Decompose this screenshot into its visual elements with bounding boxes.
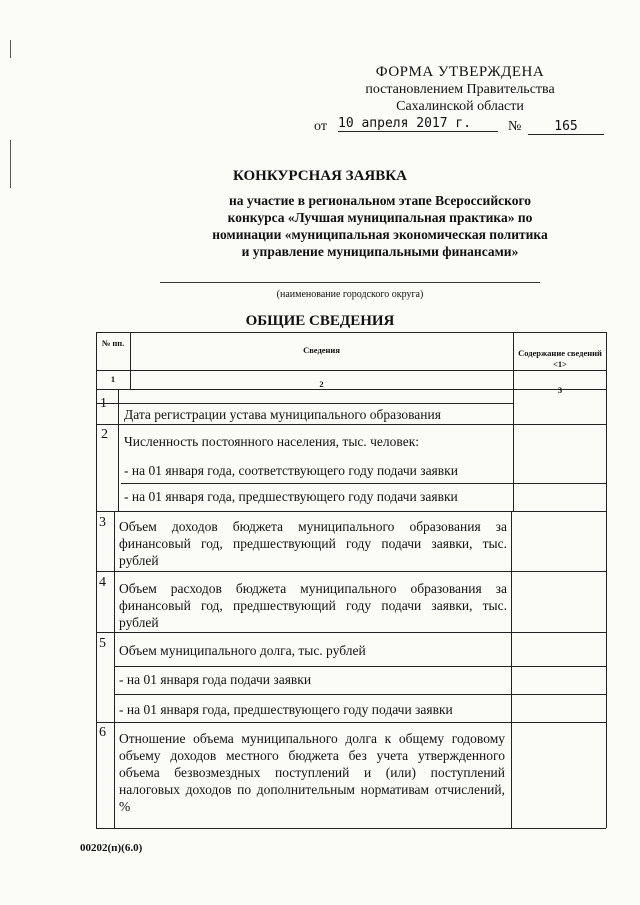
row-value-field[interactable] bbox=[514, 404, 605, 423]
date-prefix: от bbox=[314, 119, 327, 134]
header-number: № пп. bbox=[101, 338, 125, 348]
form-code: 00202(п)(6.0) bbox=[80, 842, 143, 854]
form-title: КОНКУРСНАЯ ЗАЯВКА bbox=[233, 168, 407, 184]
row-value-field[interactable] bbox=[512, 633, 605, 721]
row-value-field[interactable] bbox=[512, 572, 605, 631]
table-rule bbox=[606, 332, 607, 828]
scan-edge-mark bbox=[10, 40, 11, 58]
row-label: Численность постоянного населения, тыс. человек: bbox=[124, 434, 420, 449]
table-rule bbox=[96, 332, 97, 828]
table-rule bbox=[96, 403, 513, 404]
subtitle-line: на участие в региональном этапе Всероссийского bbox=[229, 193, 531, 208]
name-caption: (наименование городского округа) bbox=[276, 289, 424, 300]
row-value-field[interactable] bbox=[514, 425, 605, 510]
row-number: 3 bbox=[99, 515, 106, 530]
subtitle-line: и управление муниципальными финансами» bbox=[241, 244, 519, 259]
number-prefix: № bbox=[508, 119, 522, 134]
row-sublabel: - на 01 января года, предшествующего году подачи заявки bbox=[124, 489, 458, 504]
row-label: Объем доходов бюджета муниципального образования за финансовый год, предшествующий году подачи заявки, тыс. рублей bbox=[119, 519, 507, 568]
subtitle-line: номинации «муниципальная экономическая политика bbox=[212, 227, 548, 242]
row-label: Дата регистрации устава муниципального образования bbox=[124, 407, 441, 422]
header-info: Сведения bbox=[303, 345, 340, 355]
table-rule bbox=[114, 511, 115, 828]
decree-date: 10 апреля 2017 г. bbox=[338, 116, 498, 132]
approval-block bbox=[300, 64, 620, 139]
municipality-name-field[interactable] bbox=[160, 282, 540, 283]
row-number: 5 bbox=[99, 636, 106, 651]
approval-title: ФОРМА УТВЕРЖДЕНА bbox=[375, 64, 545, 80]
decree-line bbox=[300, 117, 620, 139]
table-rule bbox=[96, 332, 606, 333]
column-number: 2 bbox=[319, 379, 324, 389]
row-label: Объем расходов бюджета муниципального образования за финансовый год, предшествующий году подачи заявки, тыс. рублей bbox=[119, 581, 507, 630]
table-rule bbox=[96, 370, 606, 371]
column-number: 3 bbox=[557, 385, 563, 395]
column-number: 1 bbox=[110, 374, 116, 384]
table-rule bbox=[96, 828, 606, 829]
form-subtitle bbox=[190, 192, 570, 260]
row-sublabel: - на 01 января года подачи заявки bbox=[119, 672, 312, 687]
approval-line-1: постановлением Правительства bbox=[365, 82, 555, 97]
row-sublabel: - на 01 января года, предшествующего году подачи заявки bbox=[119, 702, 453, 717]
row-label: Объем муниципального долга, тыс. рублей bbox=[119, 643, 366, 658]
row-value-field[interactable] bbox=[512, 723, 605, 827]
decree-number: 165 bbox=[528, 119, 604, 135]
row-sublabel: - на 01 января года, соответствующего году подачи заявки bbox=[124, 463, 458, 478]
section-title: ОБЩИЕ СВЕДЕНИЯ bbox=[245, 313, 395, 329]
approval-line-2: Сахалинской области bbox=[396, 99, 524, 114]
row-number: 6 bbox=[99, 725, 106, 740]
table-rule bbox=[118, 389, 119, 511]
row-label: Отношение объема муниципального долга к общему годовому объему доходов местного бюджета без учета утвержденного объема безвозмездных поступлений и (или) поступлений налоговых доходов по дополнительным нормативам отчислений, % bbox=[119, 731, 505, 814]
row-value-field[interactable] bbox=[512, 512, 605, 570]
row-number: 2 bbox=[101, 427, 108, 442]
row-number: 1 bbox=[100, 396, 107, 411]
subtitle-line: конкурса «Лучшая муниципальная практика» по bbox=[227, 210, 533, 225]
header-content: Содержание сведений <1> bbox=[518, 348, 602, 369]
row-number: 4 bbox=[99, 575, 106, 590]
